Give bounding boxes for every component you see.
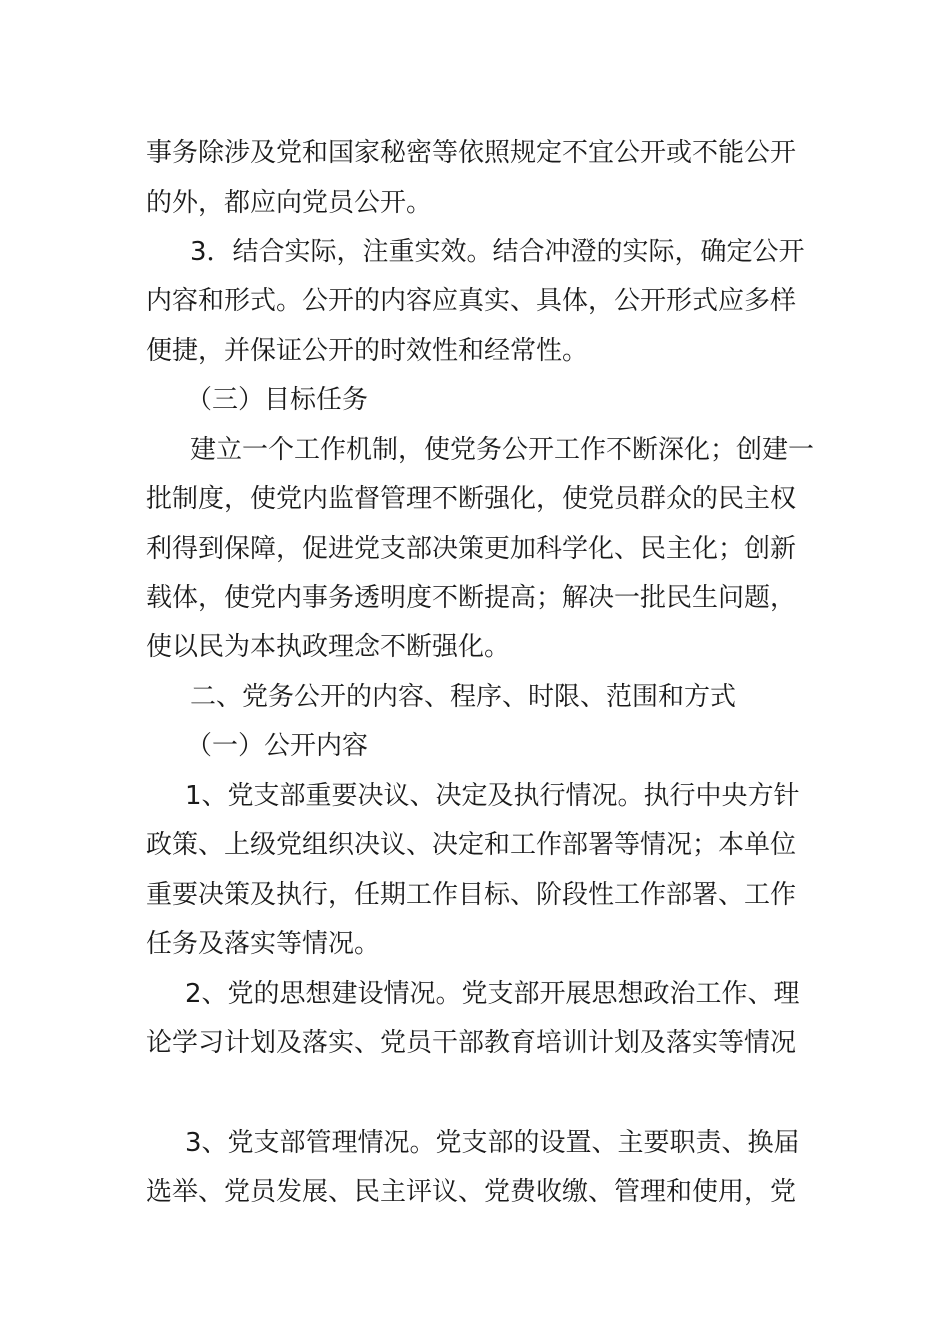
text-line: 政策、上级党组织决议、决定和工作部署等情况；本单位 [146, 830, 797, 860]
text-line: 使以民为本执政理念不断强化。 [146, 632, 511, 662]
text-line: 利得到保障，促进党支部决策更加科学化、民主化；创新 [146, 534, 797, 564]
text-line: 批制度，使党内监督管理不断强化，使党员群众的民主权 [146, 484, 797, 514]
text-line: 事务除涉及党和国家秘密等依照规定不宜公开或不能公开 [146, 138, 797, 168]
text-line: 重要决策及执行，任期工作目标、阶段性工作部署、工作 [146, 880, 797, 910]
text-line: 建立一个工作机制，使党务公开工作不断深化；创建一 [190, 435, 815, 465]
text-line: 1、党支部重要决议、决定及执行情况。执行中央方针 [185, 781, 800, 811]
text-line: 的外，都应向党员公开。 [146, 188, 433, 218]
text-line: 论学习计划及落实、党员干部教育培训计划及落实等情况 [146, 1028, 797, 1058]
text-line: 任务及落实等情况。 [146, 929, 381, 959]
text-line: 3．结合实际，注重实效。结合冲澄的实际，确定公开 [190, 237, 805, 267]
text-line: 3、党支部管理情况。党支部的设置、主要职责、换届 [185, 1128, 800, 1158]
text-line: 内容和形式。公开的内容应真实、具体，公开形式应多样 [146, 286, 797, 316]
section-heading: 二、党务公开的内容、程序、时限、范围和方式 [190, 682, 737, 712]
text-line: 载体，使党内事务透明度不断提高；解决一批民生问题， [146, 583, 797, 613]
text-line: 便捷，并保证公开的时效性和经常性。 [146, 336, 589, 366]
text-line: 2、党的思想建设情况。党支部开展思想政治工作、理 [185, 979, 800, 1009]
section-heading: （三）目标任务 [186, 385, 369, 415]
text-line: 选举、党员发展、民主评议、党费收缴、管理和使用，党 [146, 1177, 797, 1207]
section-heading: （一）公开内容 [186, 731, 369, 761]
